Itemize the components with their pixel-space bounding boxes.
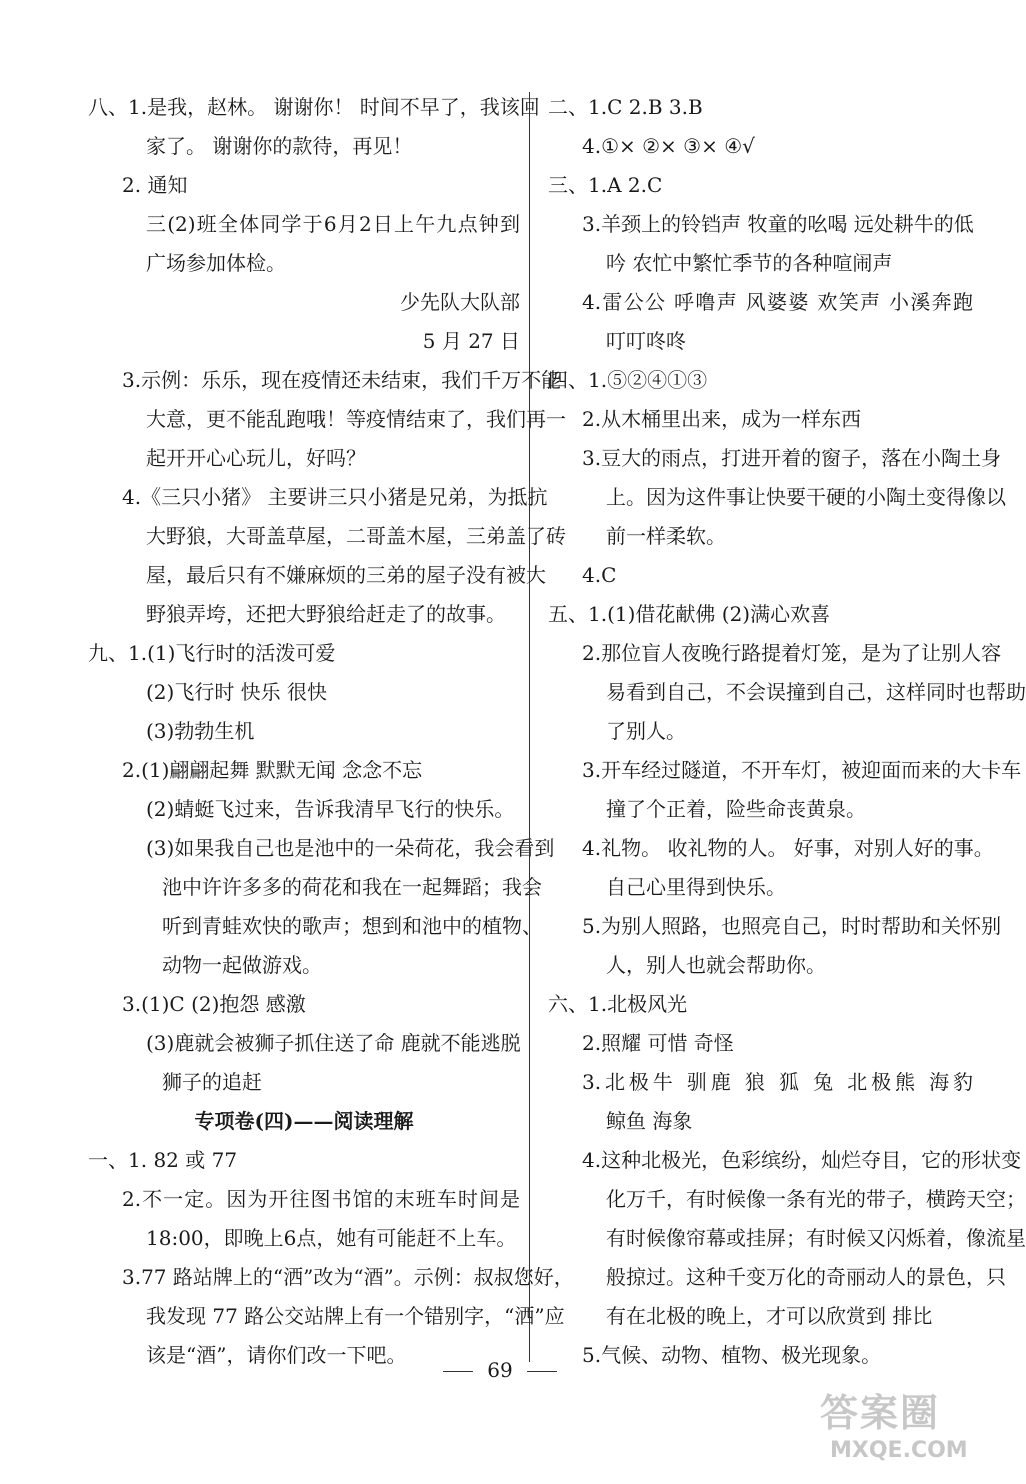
answer-line: (2)飞行时 快乐 很快 xyxy=(146,680,328,704)
right-column xyxy=(548,88,1026,1375)
answer-line: 大野狼，大哥盖草屋，二哥盖木屋，三弟盖了砖 xyxy=(146,524,566,548)
answer-line: 4.①× ②× ③× ④√ xyxy=(582,134,755,158)
answer-line: 一、1. 82 或 77 xyxy=(88,1148,238,1172)
watermark-url: MXQE.COM xyxy=(830,1438,968,1463)
answer-line: 了别人。 xyxy=(606,719,686,743)
page-number: 69 xyxy=(487,1358,513,1382)
answer-line: (3)如果我自己也是池中的一朵荷花，我会看到 xyxy=(146,836,555,860)
answer-line: 动物一起做游戏。 xyxy=(162,953,322,977)
answer-line: 2.照耀 可惜 奇怪 xyxy=(582,1031,734,1055)
answer-line: (2)蜻蜓飞过来，告诉我清早飞行的快乐。 xyxy=(146,797,515,821)
answer-line: 2.从木桶里出来，成为一样东西 xyxy=(582,407,862,431)
answer-line: 3.77 路站牌上的“洒”改为“酒”。示例：叔叔您好， xyxy=(122,1265,574,1289)
answer-line: 六、1.北极风光 xyxy=(548,992,688,1016)
answer-line: 听到青蛙欢快的歌声；想到和池中的植物、 xyxy=(162,914,542,938)
answer-line: 3.示例：乐乐，现在疫情还未结束，我们千万不能 xyxy=(122,368,562,392)
answer-line: 吟 农忙中繁忙季节的各种喧闹声 xyxy=(606,251,893,275)
answer-line: 易看到自己，不会误撞到自己，这样同时也帮助 xyxy=(606,680,1026,704)
answer-line: 池中许许多多的荷花和我在一起舞蹈；我会 xyxy=(162,875,542,899)
answer-line: 九、1.(1)飞行时的活泼可爱 xyxy=(88,641,336,665)
section-heading: 专项卷(四)——阅读理解 xyxy=(194,1109,414,1133)
answer-line: 有在北极的晚上，才可以欣赏到 排比 xyxy=(606,1304,933,1328)
answer-line: 5 月 27 日 xyxy=(422,329,520,353)
answer-line: 人，别人也就会帮助你。 xyxy=(606,953,826,977)
answer-line: 家了。 谢谢你的款待，再见！ xyxy=(146,134,413,158)
answer-line: 3.(1)C (2)抱怨 感激 xyxy=(122,992,306,1016)
answer-line: 3.羊颈上的铃铛声 牧童的吆喝 远处耕牛的低 xyxy=(582,212,974,236)
answer-line: 前一样柔软。 xyxy=(606,524,726,548)
answer-line: 2.那位盲人夜晚行路提着灯笼，是为了让别人容 xyxy=(582,641,1002,665)
answer-line: 化万千，有时候像一条有光的带子，横跨天空； xyxy=(606,1187,1026,1211)
answer-line: 5.为别人照路，也照亮自己，时时帮助和关怀别 xyxy=(582,914,1002,938)
answer-line: 4.C xyxy=(582,563,617,587)
answer-line: 叮叮咚咚 xyxy=(606,329,686,353)
answer-line: 三(2)班全体同学于6月2日上午九点钟到 xyxy=(146,212,520,236)
answer-line: 2. 通知 xyxy=(122,173,188,197)
answer-line: 4.这种北极光，色彩缤纷，灿烂夺目，它的形状变 xyxy=(582,1148,1022,1172)
watermark-logo xyxy=(820,1390,988,1476)
answer-line: 18:00，即晚上6点，她有可能赶不上车。 xyxy=(146,1226,517,1250)
answer-line: 2.不一定。因为开往图书馆的末班车时间是 xyxy=(122,1187,520,1211)
answer-line: 该是“酒”，请你们改一下吧。 xyxy=(146,1343,407,1367)
left-column xyxy=(88,88,574,1375)
answer-line: 3.开车经过隧道，不开车灯，被迎面而来的大卡车 xyxy=(582,758,1022,782)
answer-line: (3)鹿就会被狮子抓住送了命 鹿就不能逃脱 xyxy=(146,1031,521,1055)
answer-line: 3.北极牛 驯鹿 狼 狐 兔 北极熊 海豹 xyxy=(582,1070,973,1094)
answer-line: 3.豆大的雨点，打进开着的窗子，落在小陶土身 xyxy=(582,446,1002,470)
answer-line: 自己心里得到快乐。 xyxy=(606,875,786,899)
answer-line: 5.气候、动物、植物、极光现象。 xyxy=(582,1343,882,1367)
answer-line: 4.礼物。 收礼物的人。 好事，对别人好的事。 xyxy=(582,836,994,860)
answer-line: 少先队大队部 xyxy=(400,290,520,314)
answer-line: 2.(1)翩翩起舞 默默无闻 念念不忘 xyxy=(122,758,423,782)
answer-line: 四、1.⑤②④①③ xyxy=(548,368,708,392)
answer-line: 三、1.A 2.C xyxy=(548,173,663,197)
answer-line: 鲸鱼 海象 xyxy=(606,1109,693,1133)
answer-line: 屋，最后只有不嫌麻烦的三弟的屋子没有被大 xyxy=(146,563,546,587)
answer-line: 狮子的追赶 xyxy=(162,1070,262,1094)
answer-line: 4.雷公公 呼噜声 风婆婆 欢笑声 小溪奔跑 xyxy=(582,290,973,314)
dash-right xyxy=(527,1371,557,1372)
answer-line: 二、1.C 2.B 3.B xyxy=(548,95,703,119)
answer-line: 我发现 77 路公交站牌上有一个错别字，“洒”应 xyxy=(146,1304,565,1328)
watermark-title: 答案圈 xyxy=(820,1391,941,1435)
answer-line: 野狼弄垮，还把大野狼给赶走了的故事。 xyxy=(146,602,506,626)
answer-line: 有时候像帘幕或挂屏；有时候又闪烁着，像流星 xyxy=(606,1226,1026,1250)
answer-line: 五、1.(1)借花献佛 (2)满心欢喜 xyxy=(548,602,831,626)
answer-line: 般掠过。这种千变万化的奇丽动人的景色，只 xyxy=(606,1265,1006,1289)
column-divider xyxy=(529,92,530,1362)
page-number-footer xyxy=(0,1355,1000,1385)
answer-line: 4.《三只小猪》 主要讲三只小猪是兄弟，为抵抗 xyxy=(122,485,548,509)
answer-line: 八、1.是我，赵林。 谢谢你！ 时间不早了，我该回 xyxy=(88,95,540,119)
dash-left xyxy=(443,1371,473,1372)
answer-line: 撞了个正着，险些命丧黄泉。 xyxy=(606,797,866,821)
answer-line: 起开开心心玩儿，好吗？ xyxy=(146,446,366,470)
answer-line: 上。因为这件事让快要干硬的小陶土变得像以 xyxy=(606,485,1006,509)
answer-line: 大意，更不能乱跑哦！等疫情结束了，我们再一 xyxy=(146,407,566,431)
answer-line: 广场参加体检。 xyxy=(146,251,286,275)
answer-line: (3)勃勃生机 xyxy=(146,719,255,743)
